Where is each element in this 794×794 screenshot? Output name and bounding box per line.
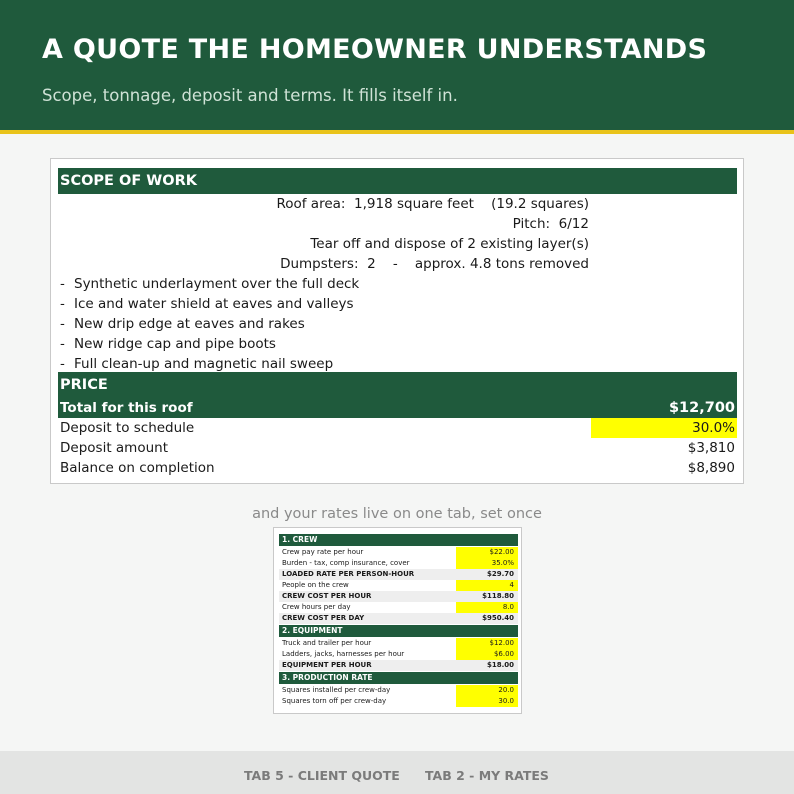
rate-value: $29.70 [486,570,514,578]
rate-label: CREW COST PER DAY [282,614,365,622]
rate-value: $18.00 [486,661,514,669]
deposit-percent-row [58,418,737,438]
bullet-dash: - [60,356,65,372]
tearoff-text: Tear off and dispose of 2 existing layer(s) [310,236,589,252]
rate-label: People on the crew [282,581,349,589]
tearoff-row [58,234,737,254]
scope-of-work-header [58,168,737,194]
pitch-row [58,214,737,234]
balance-row [58,458,737,478]
rate-label: Truck and trailer per hour [282,639,372,647]
scope-item-label: New drip edge at eaves and rakes [74,316,305,332]
deposit-amount-label: Deposit amount [60,440,168,456]
scope-item [58,274,737,294]
production-section-header: 3. PRODUCTION RATE [279,672,518,684]
scope-item [58,314,737,334]
scope-item [58,334,737,354]
deposit-amount-row [58,438,737,458]
rate-row [279,547,518,558]
rate-value: 8.0 [502,603,514,611]
rate-value: 30.0 [498,697,514,705]
rate-value: 20.0 [498,686,514,694]
scope-item [58,294,737,314]
equipment-section-header: 2. EQUIPMENT [279,625,518,637]
deposit-percent-value: 30.0% [692,420,735,436]
bullet-dash: - [60,316,65,332]
rate-value: 35.0% [491,559,514,567]
bullet-dash: - [60,276,65,292]
rate-row [279,696,518,707]
dumpsters-text: Dumpsters: 2 - approx. 4.8 tons removed [280,256,589,272]
hero-accent-stripe [0,130,794,134]
bullet-dash: - [60,336,65,352]
total-row [58,398,737,418]
price-header [58,372,737,398]
rate-total-row [279,569,518,580]
rate-total-row [279,613,518,624]
roof-area-row [58,194,737,214]
rate-value: $6.00 [493,650,514,658]
deposit-amount-value: $3,810 [687,440,735,456]
scope-item-label: Ice and water shield at eaves and valleys [74,296,354,312]
scope-item-label: Full clean-up and magnetic nail sweep [74,356,334,372]
scope-of-work-header-label: SCOPE OF WORK [60,173,197,189]
scope-item-label: Synthetic underlayment over the full deck [74,276,360,292]
rate-label: Crew pay rate per hour [282,548,364,556]
balance-label: Balance on completion [60,460,215,476]
rate-row [279,649,518,660]
rate-value: 4 [509,581,514,589]
deposit-percent-label: Deposit to schedule [60,420,195,436]
hero-title: A QUOTE THE HOMEOWNER UNDERSTANDS [42,34,708,65]
crew-section-header: 1. CREW [279,534,518,546]
rate-label: Squares torn off per crew-day [282,697,387,705]
roof-area-text: Roof area: 1,918 square feet (19.2 squares) [276,196,589,212]
rate-label: EQUIPMENT PER HOUR [282,661,372,669]
balance-value: $8,890 [687,460,735,476]
scope-item [58,354,737,374]
total-value: $12,700 [668,400,735,416]
hero-banner [0,0,794,130]
rate-label: Burden - tax, comp insurance, cover [282,559,410,567]
rate-value: $950.40 [482,614,514,622]
pitch-text: Pitch: 6/12 [512,216,589,232]
rate-total-row [279,591,518,602]
sheet-tabs-bar [0,751,794,794]
tab-my-rates[interactable]: TAB 2 - MY RATES [425,768,549,783]
rate-value: $22.00 [489,548,514,556]
tab-client-quote[interactable]: TAB 5 - CLIENT QUOTE [244,768,400,783]
dumpsters-row [58,254,737,274]
rate-label: Crew hours per day [282,603,351,611]
price-header-label: PRICE [60,377,108,393]
bullet-dash: - [60,296,65,312]
rate-total-row [279,660,518,671]
rate-label: LOADED RATE PER PERSON-HOUR [282,570,415,578]
rate-row [279,685,518,696]
rate-row [279,638,518,649]
hero-subtitle: Scope, tonnage, deposit and terms. It fills itself in. [42,86,458,105]
scope-item-label: New ridge cap and pipe boots [74,336,276,352]
rate-row [279,558,518,569]
rate-value: $118.80 [482,592,514,600]
my-rates-sheet [273,527,522,714]
rate-row [279,580,518,591]
client-quote-sheet [50,158,744,484]
rates-caption: and your rates live on one tab, set once [252,506,542,522]
total-label: Total for this roof [60,400,193,416]
rate-label: Ladders, jacks, harnesses per hour [282,650,405,658]
rate-label: Squares installed per crew-day [282,686,391,694]
rate-label: CREW COST PER HOUR [282,592,372,600]
rate-value: $12.00 [489,639,514,647]
rate-row [279,602,518,613]
